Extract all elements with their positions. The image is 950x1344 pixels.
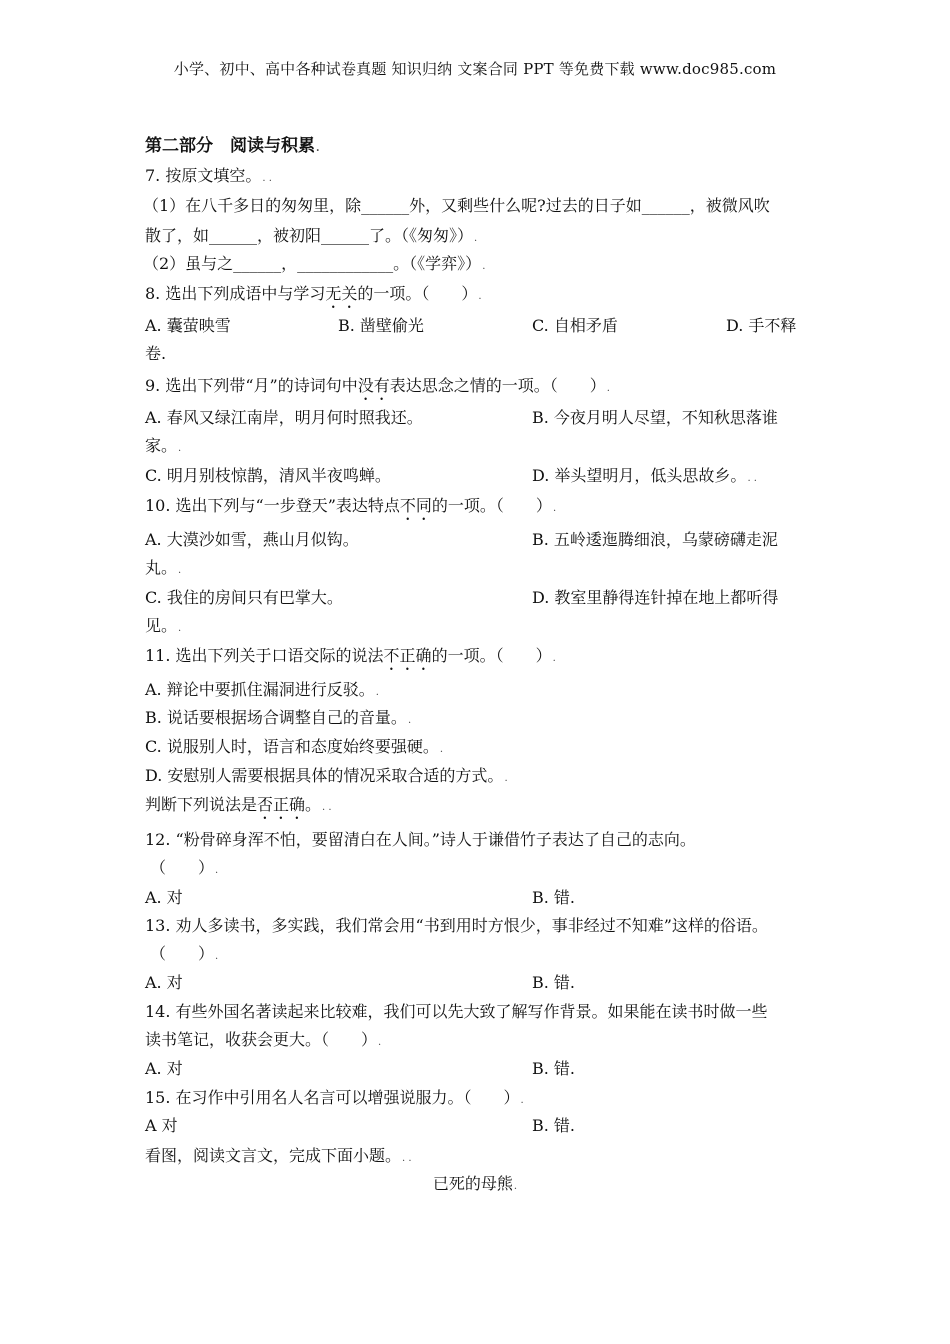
q14-option-a: A. 对 [145,1059,183,1078]
q8-stem: 8. 选出下列成语中与学习无关的一项。（ ）. [145,284,482,303]
q10-option-d: D. 教室里静得连针掉在地上都听得 [532,588,779,607]
q11-option-a: A. 辩论中要抓住漏洞进行反驳。. [145,680,379,699]
reading-title: 已死的母熊. [432,1174,518,1193]
q13-line1: 13. 劝人多读书，多实践，我们常会用“书到用时方恨少，事非经过不知难”这样的俗语。 [145,916,768,935]
q11-option-c: C. 说服别人时，语言和态度始终要强硬。. [145,737,444,756]
q14-line1: 14. 有些外国名著读起来比较难，我们可以先大致了解写作背景。如果能在读书时做一些 [145,1002,768,1021]
q9-option-d: D. 举头望明月，低头思故乡。. . [532,466,757,485]
q9-option-a: A. 春风又绿江南岸，明月何时照我还。 [145,408,423,427]
q15-option-a: A 对 [145,1116,178,1135]
q10-stem: 10. 选出下列与“一步登天”表达特点不同的一项。（ ）. [145,496,557,515]
q12-option-b: B. 错. [532,888,576,907]
q7-stem: 7. 按原文填空。. . [145,166,272,185]
q8-option-a: A. 囊萤映雪 [145,316,231,335]
q7-line3: （2）虽与之______，____________。（《学弈》）. [143,254,486,273]
q9-option-c: C. 明月别枝惊鹊，清风半夜鸣蝉。 [145,466,391,485]
q7-line1: （1）在八千多日的匆匆里，除______外，又剩些什么呢?过去的日子如______，被微风吹 [143,196,770,215]
q11-option-b: B. 说话要根据场合调整自己的音量。. [145,708,412,727]
q11-option-d: D. 安慰别人需要根据具体的情况采取合适的方式。. [145,766,508,785]
q12-line1: 12. “粉骨碎身浑不怕，要留清白在人间。”诗人于谦借竹子表达了自己的志向。 [145,830,696,849]
q9-option-b-cont: 家。. [145,436,182,455]
page-header: 小学、初中、高中各种试卷真题 知识归纳 文案合同 PPT 等免费下载 www.doc985.com [173,60,777,78]
q14-option-b: B. 错. [532,1059,576,1078]
q15-line1: 15. 在习作中引用名人名言可以增强说服力。（ ）. [145,1088,524,1107]
section-title: 第二部分 阅读与积累. [145,136,320,156]
q8-option-c: C. 自相矛盾 [532,316,618,335]
q14-line2: 读书笔记，收获会更大。（ ）. [145,1030,382,1049]
q8-option-d-cont: 卷. [145,344,167,363]
q7-line2: 散了，如______，被初阳______了。（《匆匆》）. [145,226,478,245]
q10-option-b: B. 五岭逶迤腾细浪，乌蒙磅礴走泥 [532,530,778,549]
q13-line2: （ ）. [150,944,219,963]
q9-stem: 9. 选出下列带“月”的诗词句中没有表达思念之情的一项。（ ）. [145,376,610,395]
q12-line2: （ ）. [150,858,219,877]
q10-option-a: A. 大漠沙如雪，燕山月似钩。 [145,530,359,549]
q8-option-d: D. 手不释 [726,316,797,335]
q10-option-d-cont: 见。. [145,616,182,635]
q15-option-b: B. 错. [532,1116,576,1135]
q13-option-b: B. 错. [532,973,576,992]
reading-intro: 看图，阅读文言文，完成下面小题。. . [145,1146,412,1165]
q11-stem: 11. 选出下列关于口语交际的说法不正确的一项。（ ）. [145,646,556,665]
q10-option-c: C. 我住的房间只有巴掌大。 [145,588,343,607]
q10-option-b-cont: 丸。. [145,558,182,577]
judge-intro: 判断下列说法是否正确。. . [145,795,332,814]
q8-option-b: B. 凿壁偷光 [338,316,424,335]
q12-option-a: A. 对 [145,888,183,907]
q13-option-a: A. 对 [145,973,183,992]
q9-option-b: B. 今夜月明人尽望，不知秋思落谁 [532,408,778,427]
